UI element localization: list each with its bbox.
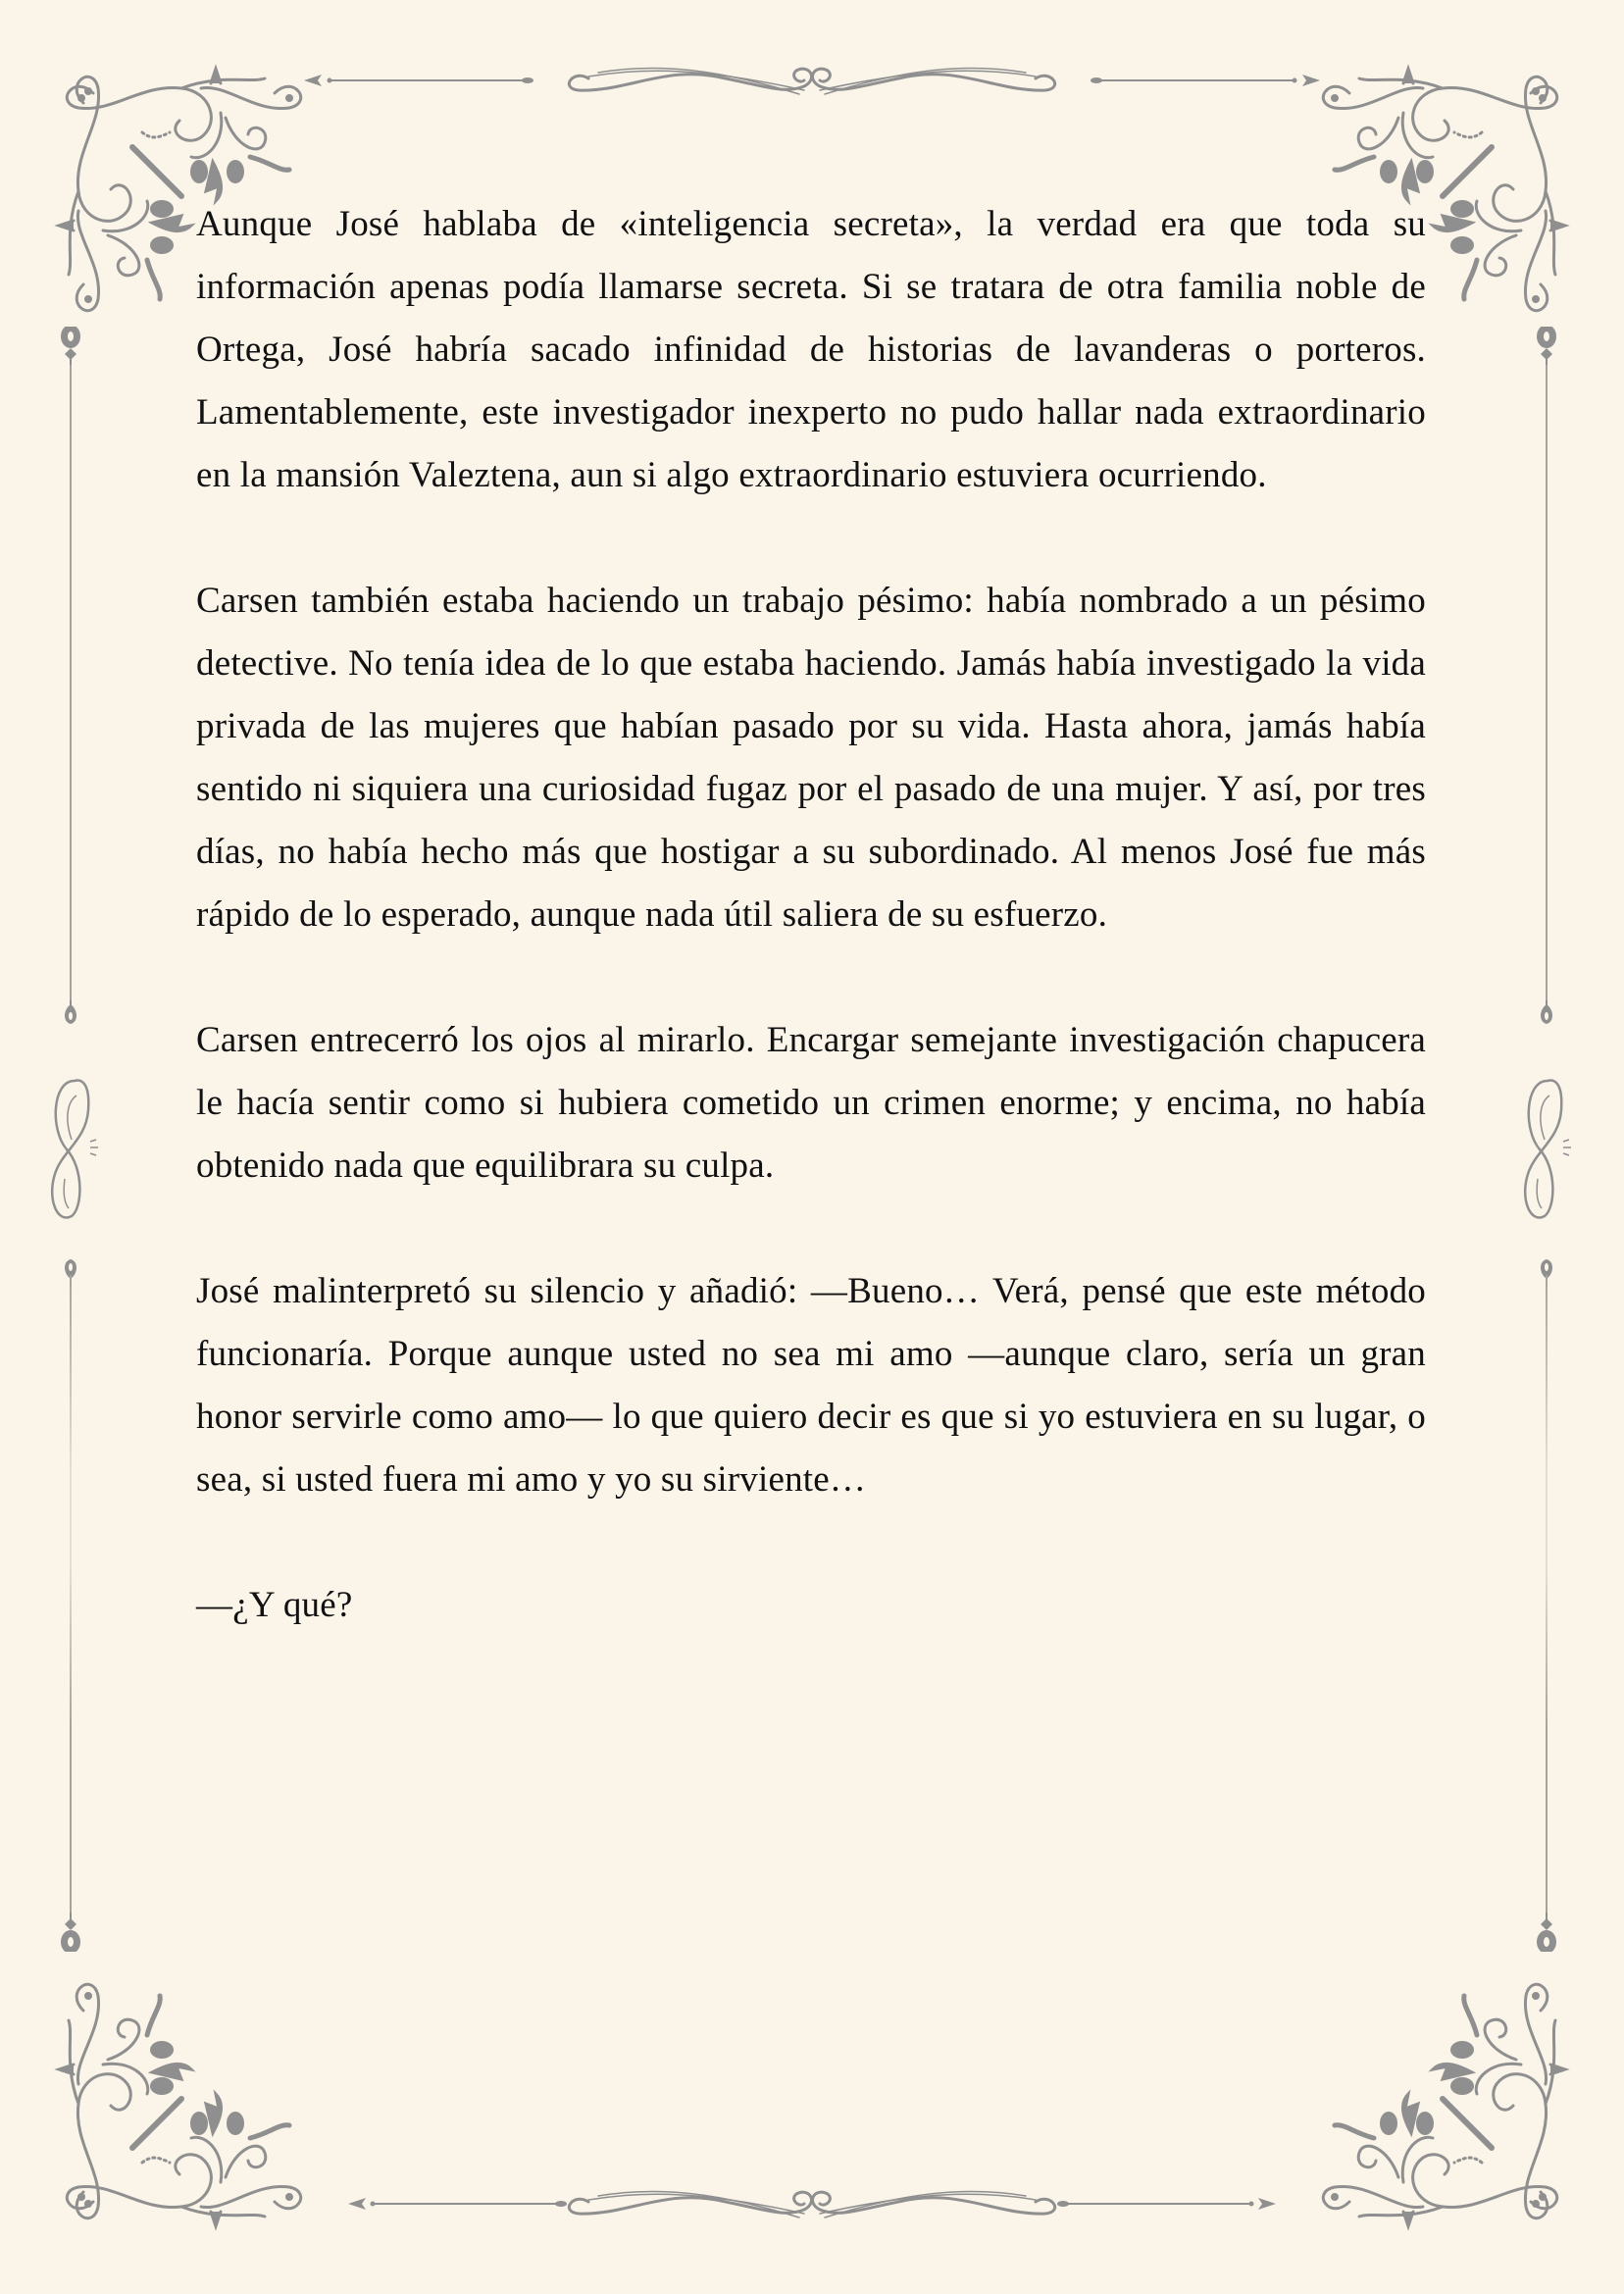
dialogue-line: —¿Y qué?: [196, 1585, 353, 1625]
left-pendant-top-icon: [59, 327, 82, 366]
top-border-rule: [294, 59, 1330, 98]
paragraph: José malinterpretó su silencio y añadió: —Bueno… Verá, pensé que este método funcionaría. Porque aunque usted no sea mi amo —aunque claro, sería un gran honor servirle como amo— lo que quiero decir es que si yo estuviera en su lugar, o sea, si usted fuera mi amo y yo su sirviente…: [196, 1271, 1426, 1500]
bottom-border-rule: [294, 2182, 1330, 2221]
paragraph: Carsen también estaba haciendo un trabajo pésimo: había nombrado a un pésimo detective. No tenía idea de lo que estaba haciendo. Jamás había investigado la vida privada de las mujeres que habían pasado por su vida. Hasta ahora, jamás había sentido ni siquiera una curiosidad fugaz por el pasado de una mujer. Y así, por tres días, no había hecho más que hostigar a su subordinado. Al menos José fue más rápido de lo esperado, aunque nada útil saliera de su esfuerzo.: [196, 581, 1426, 935]
left-figure-eight-icon: [47, 1071, 106, 1228]
right-figure-eight-icon: [1520, 1071, 1579, 1228]
paragraph: Carsen entrecerró los ojos al mirarlo. Encargar semejante investigación chapucera le hacía sentir como si hubiera cometido un crimen enorme; y encima, no había obtenido nada que equilibrara su culpa.: [196, 1020, 1426, 1186]
right-pendant-drop-icon: [1535, 1000, 1558, 1030]
right-border-rod-upper: [1546, 365, 1548, 1000]
paragraph: Aunque José hablaba de «inteligencia secreta», la verdad era que toda su información apenas podía llamarse secreta. Si se tratara de otra familia noble de Ortega, José habría sacado infinidad de historias de lavanderas o porteros. Lamentablemente, este investigador inexperto no pudo hallar nada extraordinario en la mansión Valeztena, aun si algo extraordinario estuviera ocurriendo.: [196, 204, 1426, 495]
corner-ornament-bottom-right: [1305, 1966, 1570, 2231]
left-pendant-bottom-icon: [59, 1912, 82, 1952]
right-pendant-top-icon: [1535, 327, 1558, 366]
left-pendant-drop-icon: [59, 1000, 82, 1030]
story-text: [196, 193, 1426, 1637]
right-pendant-bottom-icon: [1535, 1912, 1558, 1952]
left-border-rod-lower: [70, 1275, 72, 1922]
corner-ornament-bottom-left: [54, 1966, 319, 2231]
right-border-rod-lower: [1546, 1275, 1548, 1922]
left-border-rod-upper: [70, 365, 72, 1000]
